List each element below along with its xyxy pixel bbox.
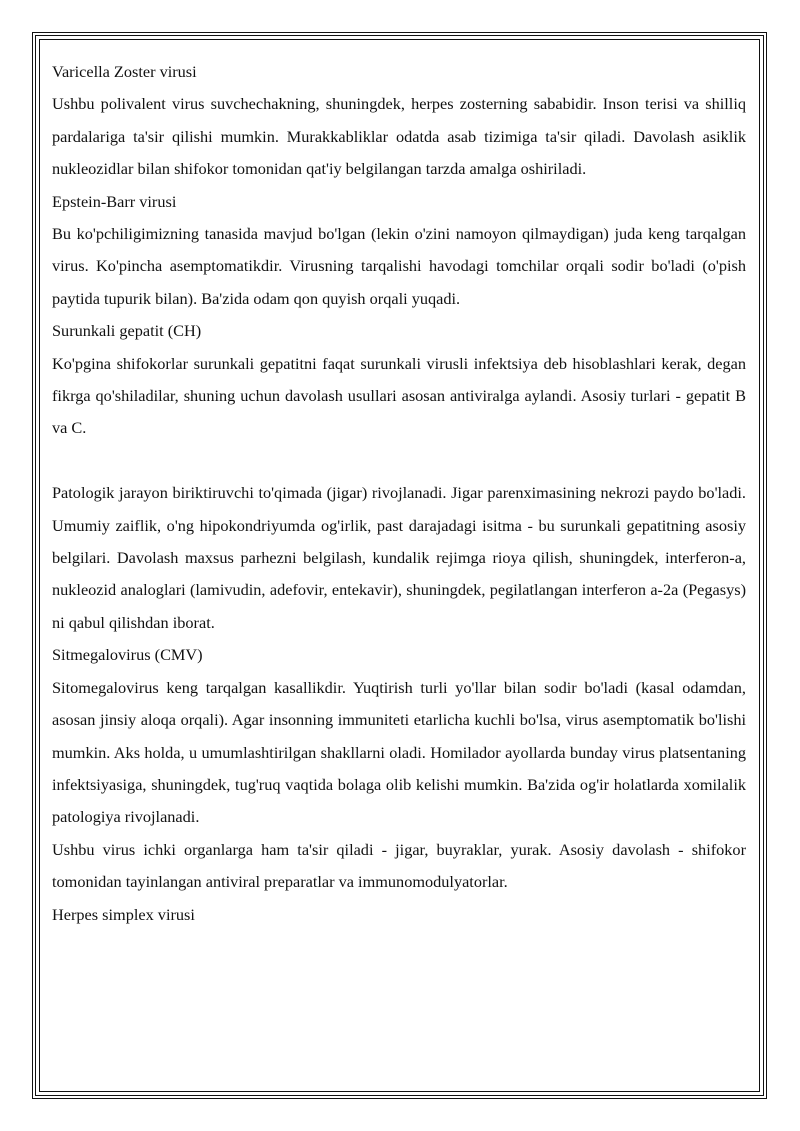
body-paragraph: Ko'pgina shifokorlar surunkali gepatitni faqat surunkali virusli infektsiya deb hisoblashlari kerak, degan fikrga qo'shiladilar, shuning uchun davolash usullari asosan antiviralga aylandi. Asosiy turlari - gepatit B va C. (52, 353, 746, 438)
blank-line (52, 445, 746, 477)
body-paragraph: Bu ko'pchiligimizning tanasida mavjud bo'lgan (lekin o'zini namoyon qilmaydigan) juda keng tarqalgan virus. Ko'pincha asemptomatikdir. Virusning tarqalishi havodagi tomchilar orqali sodir bo'ladi (o'pish paytida tupurik bilan). Ba'zida odam qon quyish orqali yuqadi. (52, 224, 746, 308)
body-paragraph: Ushbu polivalent virus suvchechakning, shuningdek, herpes zosterning sababidir. Inson terisi va shilliq pardalariga ta'sir qilishi mumkin. Murakkabliklar odatda asab tizimiga ta'sir qiladi. Davolash asiklik nukleozidlar bilan shifokor tomonidan qat'iy belgilangan tarzda amalga oshiriladi. (52, 94, 746, 179)
body-paragraph: Sitomegalovirus keng tarqalgan kasallikdir. Yuqtirish turli yo'llar bilan sodir bo'ladi (kasal odamdan, asosan jinsiy aloqa orqali). Agar insonning immuniteti etarlicha kuchli bo'lsa, virus asemptomatik bo'lishi mumkin. Aks holda, u umumlashtirilgan shakllarni oladi. Homilador ayollarda bunday virus platsentaning infektsiyasiga, shuningdek, tug'ruq vaqtida bolaga olib kelishi mumkin. Ba'zida og'ir holatlarda xomilalik patologiya rivojlanadi. (52, 677, 746, 827)
section-heading: Varicella Zoster virusi (52, 62, 197, 81)
page-border (32, 32, 767, 1099)
section-heading: Herpes simplex virusi (52, 904, 195, 924)
body-paragraph: Ushbu virus ichki organlarga ham ta'sir qiladi - jigar, buyraklar, yurak. Asosiy davolash - shifokor tomonidan tayinlangan antiviral preparatlar va immunomodulyatorlar. (52, 839, 746, 892)
section-heading: Surunkali gepatit (CH) (52, 321, 202, 341)
document-body (52, 56, 746, 931)
body-paragraph: Patologik jarayon biriktiruvchi to'qimada (jigar) rivojlanadi. Jigar parenximasining nekrozi paydo bo'ladi. Umumiy zaiflik, o'ng hipokondriyumda og'irlik, past darajadagi isitma - bu surunkali gepatitning asosiy belgilari. Davolash maxsus parhezni belgilash, kundalik rejimga rioya qilish, shuningdek, interferon-a, nukleozid analoglari (lamivudin, adefovir, entekavir), shuningdek, pegilatlangan interferon a-2a (Pegasys) ni qabul qilishdan iborat. (52, 483, 746, 632)
section-heading: Sitmegalovirus (CMV) (52, 645, 203, 665)
section-heading: Epstein-Barr virusi (52, 191, 177, 211)
